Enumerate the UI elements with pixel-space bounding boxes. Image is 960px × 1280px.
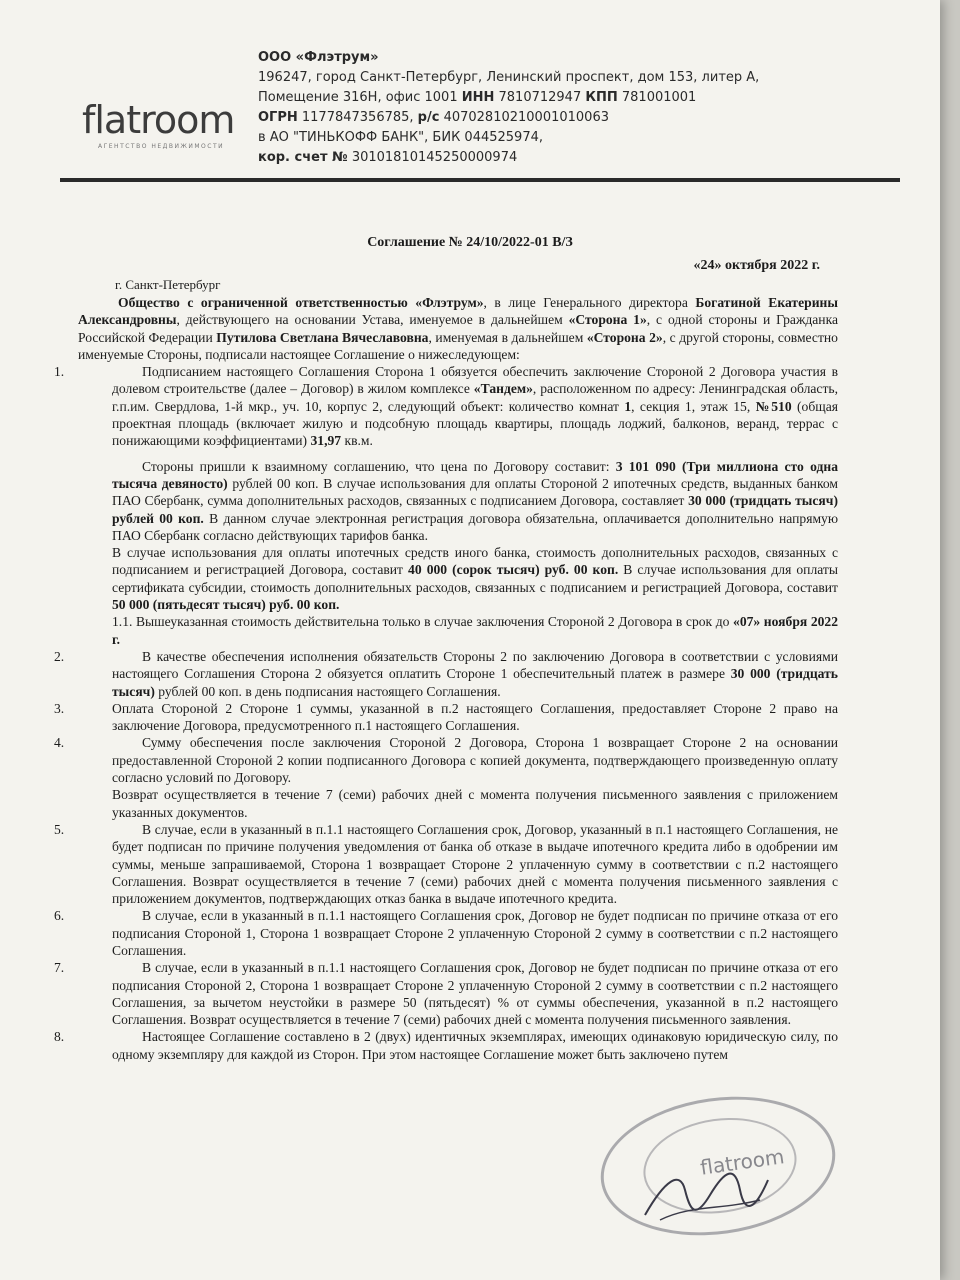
clause-1: 1. Подписанием настоящего Соглашения Сторона 1 обязуется обеспечить заключение Стороной 2 Договора участия в долевом строительстве (далее – Договор) в жилом комплексе «Тандем», расположенном по адресу: Ленинградская область, г.п.им. Свердлова, 1-й мкр., уч. 10, корпус 2, следующий объект: количество комнат 1, секция 1, этаж 15, №510 (общая проектная площадь (включает жилую и подсобную площадь квартиры, площадь лоджий, балконов, веранд, террас с понижающими коэффициентами) 31,97 кв.м. Стороны пришли к взаимному соглашению, что цена по Договору составит: 3 101 090 (Три миллиона сто одна тысяча девяносто) рублей 00 коп. В случае использования для оплаты Стороной 2 ипотечных средств, выданных банком ПАО Сбербанк, сумма дополнительных расходов, связанных с подписанием Договора, составляет 30 000 (тридцать тысяч) рублей 00 коп. В данном случае электронная регистрация договора обязательна, оплачивается дополнительно напрямую ПАО Сбербанк согласно действующих тарифов банка. В случае использования для оплаты ипотечных средств иного банка, стоимость дополнительных расходов, связанных с подписанием и регистрацией Договора, составит 40 000 (сорок тысяч) руб. 00 коп. В случае использования для оплаты сертификата субсидии, стоимость дополнительных расходов, связанных с подписанием и регистрацией Договора, составит 50 000 (пятьдесят тысяч) руб. 00 коп. 1.1. Вышеуказанная стоимость действительна только в случае заключения Стороной 2 Договора в срок до «07» ноября 2022 г.	[54, 364, 839, 647]
document-body	[54, 294, 839, 1063]
clause-5: 5. В случае, если в указанный в п.1.1 настоящего Соглашения срок, Договор, указанный в п.1 настоящего Соглашения, не будет подписан по причине получения уведомления от банка об отказе в выдаче ипотечного кредита либо в одобрении им суммы, меньше запрашиваемой, Сторона 1 возвращает Стороне 2 уплаченную сумму в соответствии с п.2 настоящего Соглашения. Возврат осуществляется в течение 7 (семи) рабочих дней с момента получения письменного заявления с приложением документов, подтверждающих отказ банка в выдаче ипотечного кредита.	[54, 821, 838, 907]
clause-number: 3.	[54, 700, 65, 716]
header-divider	[60, 178, 900, 182]
company-office-inn: Помещение 316Н, офис 1001 ИНН 7810712947 КПП 781001001	[258, 90, 697, 105]
clause-number: 7.	[54, 960, 65, 976]
company-bank: в АО "ТИНЬКОФФ БАНК", БИК 044525974,	[258, 130, 544, 145]
company-logo: flatroom	[82, 98, 235, 142]
document-city: г. Санкт-Петербург	[115, 277, 221, 292]
intro-paragraph: Общество с ограниченной ответственностью «Флэтрум», в лице Генерального директора Богатиной Екатерины Александровны, действующего на основании Устава, именуемое в дальнейшем «Сторона 1», с одной стороны и Гражданка Российской Федерации Путилова Светлана Вячеславовна, именуемая в дальнейшем «Сторона 2», с другой стороны, совместно именуемые Стороны, подписали настоящее Соглашение о нижеследующем:	[78, 295, 838, 362]
company-requisites	[258, 48, 759, 168]
company-name: ООО «Флэтрум»	[258, 50, 379, 65]
clause-3: 3. Оплата Стороной 2 Стороне 1 суммы, указанной в п.2 настоящего Соглашения, предоставляет Стороне 2 право на заключение Договора, предусмотренного п.1 настоящего Соглашения.	[54, 700, 838, 734]
company-logo-tagline: АГЕНТСТВО НЕДВИЖИМОСТИ	[98, 143, 225, 150]
seal-logo: flatroom	[698, 1144, 786, 1180]
clause-7: 7. В случае, если в указанный в п.1.1 настоящего Соглашения срок, Договор не будет подписан по причине отказа от его подписания Стороной 2, Сторона 1 возвращает Стороне 2 уплаченную Стороной 2 сумму в соответствии с п.2 настоящего Соглашения, за вычетом неустойки в размере 50 (пятьдесят) % от суммы обеспечения, указанной в п.2 настоящего Соглашения. Возврат осуществляется в течение 7 (семи) рабочих дней с момента получения письменного заявления.	[54, 960, 838, 1028]
clause-number: 2.	[54, 648, 65, 664]
document-date: «24» октября 2022 г.	[693, 258, 820, 273]
company-correspondent-account: кор. счет № 30101810145250000974	[258, 150, 518, 165]
clause-number: 8.	[54, 1029, 65, 1045]
company-address: 196247, город Санкт-Петербург, Ленинский проспект, дом 153, литер А,	[258, 70, 760, 85]
document-title: Соглашение № 24/10/2022-01 В/З	[367, 235, 573, 250]
clause-2: 2. В качестве обеспечения исполнения обязательств Стороны 2 по заключению Договора в соответствии с условиями настоящего Соглашения Сторона 2 обязуется оплатить Стороне 1 обеспечительный платеж в размере 30 000 (тридцать тысяч) рублей 00 коп. в день подписания настоящего Соглашения.	[54, 648, 838, 699]
clause-4: 4. Сумму обеспечения после заключения Стороной 2 Договора, Сторона 1 возвращает Стороне 2 на основании предоставленной Стороной 2 копии подписанного Договора с копией документа, подтверждающего произведенную оплату согласно условий по Договору. Возврат осуществляется в течение 7 (семи) рабочих дней с момента получения письменного заявления с приложением указанных документов.	[54, 735, 838, 820]
clause-8: 8. Настоящее Соглашение составлено в 2 (двух) идентичных экземплярах, имеющих одинаковую юридическую силу, по одному экземпляру для каждой из Сторон. При этом настоящее Соглашение может быть заключено путем	[54, 1029, 838, 1062]
clause-6: 6. В случае, если в указанный в п.1.1 настоящего Соглашения срок, Договор не будет подписан по причине отказа от его подписания Стороной 1, Сторона 1 возвращает Стороне 2 уплаченную Стороной 2 сумму в соответствии с п.2 настоящего Соглашения.	[54, 908, 838, 958]
clause-number: 1.	[54, 364, 65, 380]
signature	[640, 1160, 770, 1230]
clause-number: 6.	[54, 908, 65, 924]
clause-number: 5.	[54, 821, 65, 837]
clause-number: 4.	[54, 735, 65, 751]
company-ogrn-account: ОГРН 1177847356785, р/с 40702810210001010063	[258, 110, 609, 125]
